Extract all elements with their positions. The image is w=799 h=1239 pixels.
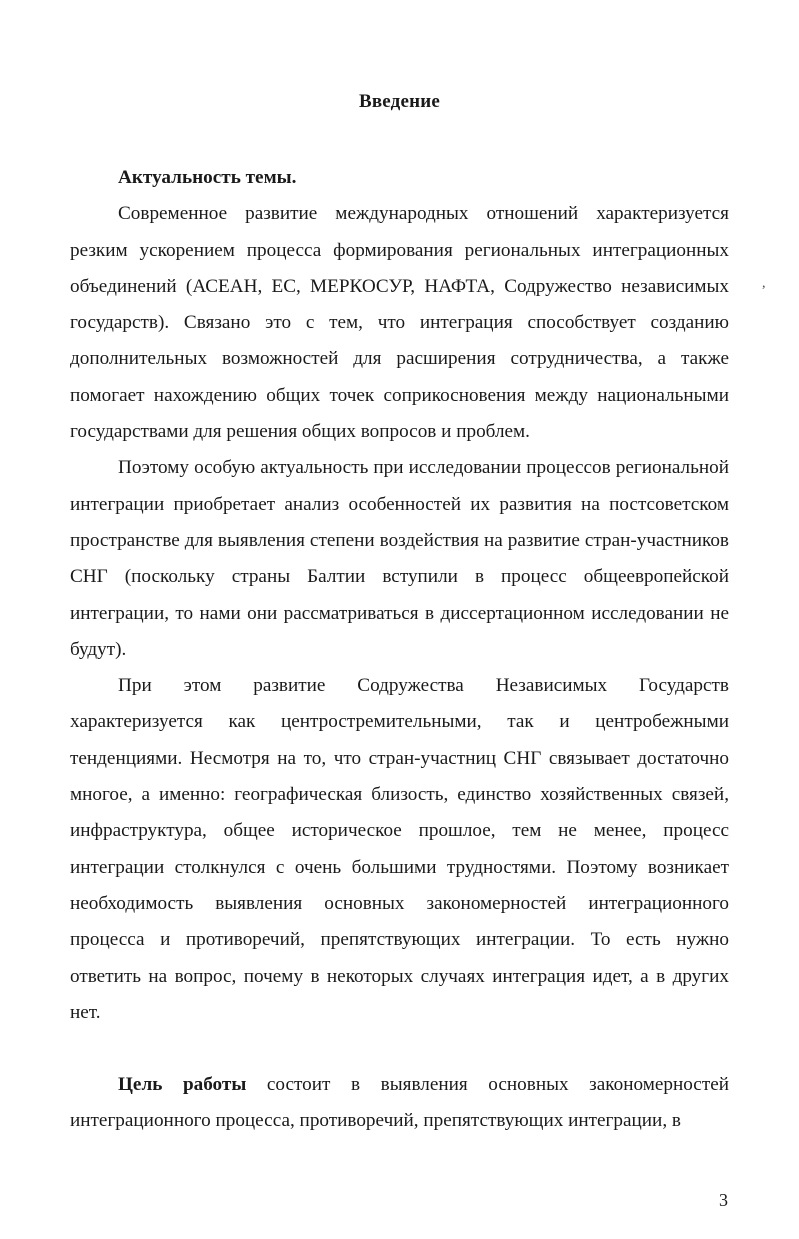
page-title: Введение — [358, 91, 441, 112]
page-number: 3 — [719, 1190, 728, 1210]
paragraph-relevance: Современное развитие международных отношений характеризуется резким ускорением процесса формирования региональных интеграционных объединений (АСЕАН, ЕС, МЕРКОСУР, НАФТА, Содружество независимых государств). Связано это с тем, что интеграция способствует созданию дополнительных возможностей для расширения сотрудничества, а также помогает нахождению общих точек соприкосновения между национальными государствами для решения общих вопросов и проблем. — [70, 203, 729, 443]
goal-lead: Цель работы — [118, 1074, 247, 1096]
paragraph-spacer — [70, 1031, 729, 1067]
paragraph-cis-development: При этом развитие Содружества Независимых Государств характеризуется как центростремительными, так и центробежными тенденциями. Несмотря на то, что стран-участниц СНГ связывает достаточно многое, а именно: географическая близость, единство хозяйственных связей, инфраструктура, общее историческое прошлое, тем не менее, процесс интеграции столкнулся с очень большими трудностями. Поэтому возникает необходимость выявления основных закономерностей интеграционного процесса и противоречий, препятствующих интеграции. То есть нужно ответить на вопрос, почему в некоторых случаях интеграция идет, а в других нет. — [70, 675, 729, 1023]
document-body — [70, 160, 729, 1140]
paragraph-goal — [70, 1067, 729, 1140]
section-subheading: Актуальность темы. — [118, 167, 297, 188]
scan-speck: , — [762, 276, 766, 291]
paragraph-post-soviet: Поэтому особую актуальность при исследовании процессов региональной интеграции приобретает анализ особенностей их развития на постсоветском пространстве для выявления степени воздействия на развитие стран-участников СНГ (поскольку страны Балтии вступили в процесс общеевропейской интеграции, то нами они рассматриваться в диссертационном исследовании не будут). — [70, 457, 729, 660]
goal-text: состоит в выявления основных закономерностей интеграционного процесса, противоречий, препятствующих интеграции, в — [70, 1074, 729, 1132]
